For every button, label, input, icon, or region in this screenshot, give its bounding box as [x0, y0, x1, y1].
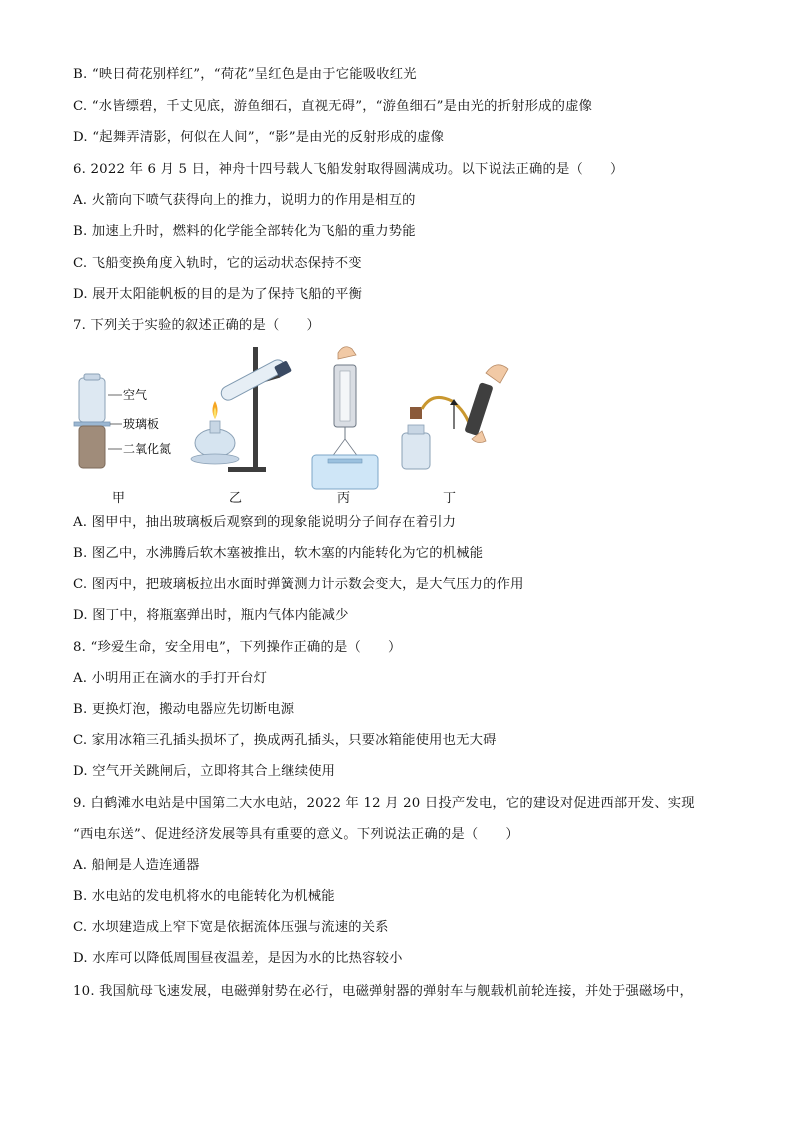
test-tube-heating-illustration	[191, 347, 292, 472]
air-pump-bottle-illustration	[402, 365, 508, 469]
q8-stem: 8. “珍爱生命，安全用电”，下列操作正确的是（ ）	[73, 640, 402, 655]
caption-ding: 丁	[443, 491, 457, 506]
jar-diffusion-illustration	[74, 374, 122, 468]
q6-option-d: D. 展开太阳能帆板的目的是为了保持飞船的平衡	[73, 287, 363, 302]
q9-option-b: B. 水电站的发电机将水的电能转化为机械能	[73, 889, 335, 904]
spring-scale-illustration	[312, 347, 378, 489]
q6-option-c: C. 飞船变换角度入轨时，它的运动状态保持不变	[73, 256, 362, 271]
q5-option-c: C. “水皆缥碧，千丈见底，游鱼细石，直视无碍”，“游鱼细石”是由光的折射形成的虚像	[73, 99, 593, 114]
caption-jia: 甲	[112, 491, 126, 506]
q9-option-a: A. 船闸是人造连通器	[73, 858, 200, 873]
q9-option-c: C. 水坝建造成上窄下宽是依据流体压强与流速的关系	[73, 920, 389, 935]
q7-option-d: D. 图丁中，将瓶塞弹出时，瓶内气体内能减少	[73, 608, 349, 623]
caption-yi: 乙	[229, 491, 243, 506]
q8-option-d: D. 空气开关跳闸后，立即将其合上继续使用	[73, 764, 336, 779]
q6-option-a: A. 火箭向下喷气获得向上的推力，说明力的作用是相互的	[73, 193, 416, 208]
q7-option-a: A. 图甲中，抽出玻璃板后观察到的现象能说明分子间存在着引力	[73, 515, 457, 530]
q9-option-d: D. 水库可以降低周围昼夜温差，是因为水的比热容较小	[73, 951, 403, 966]
label-nitrogen-dioxide: 二氧化氮	[123, 442, 172, 456]
q8-option-c: C. 家用冰箱三孔插头损坏了，换成两孔插头，只要冰箱能使用也无大碍	[73, 733, 497, 748]
q9-stem-line1: 9. 白鹤滩水电站是中国第二大水电站，2022 年 12 月 20 日投产发电，它的建设对促进西部开发、实现	[73, 796, 695, 811]
q6-option-b: B. 加速上升时，燃料的化学能全部转化为飞船的重力势能	[73, 224, 416, 239]
q8-option-b: B. 更换灯泡，搬动电器应先切断电源	[73, 702, 295, 717]
q7-experiment-figure	[70, 343, 530, 511]
q6-stem: 6. 2022 年 6 月 5 日，神舟十四号载人飞船发射取得圆满成功。以下说法正确的是（ ）	[73, 162, 624, 177]
caption-bing: 丙	[337, 491, 351, 506]
q10-stem: 10. 我国航母飞速发展，电磁弹射势在必行，电磁弹射器的弹射车与舰载机前轮连接，并处于强磁场中，	[73, 984, 694, 999]
q7-stem: 7. 下列关于实验的叙述正确的是（ ）	[73, 318, 320, 333]
label-air: 空气	[123, 388, 148, 402]
q7-option-c: C. 图丙中，把玻璃板拉出水面时弹簧测力计示数会变大，是大气压力的作用	[73, 577, 524, 592]
q8-option-a: A. 小明用正在滴水的手打开台灯	[73, 671, 268, 686]
q7-option-b: B. 图乙中，水沸腾后软木塞被推出，软木塞的内能转化为它的机械能	[73, 546, 484, 561]
q9-stem-line2: “西电东送”、促进经济发展等具有重要的意义。下列说法正确的是（ ）	[73, 827, 519, 842]
q5-option-d: D. “起舞弄清影，何似在人间”，“影”是由光的反射形成的虚像	[73, 130, 445, 145]
label-glass-plate: 玻璃板	[123, 417, 160, 431]
q5-option-b: B. “映日荷花别样红”，“荷花”呈红色是由于它能吸收红光	[73, 67, 417, 82]
